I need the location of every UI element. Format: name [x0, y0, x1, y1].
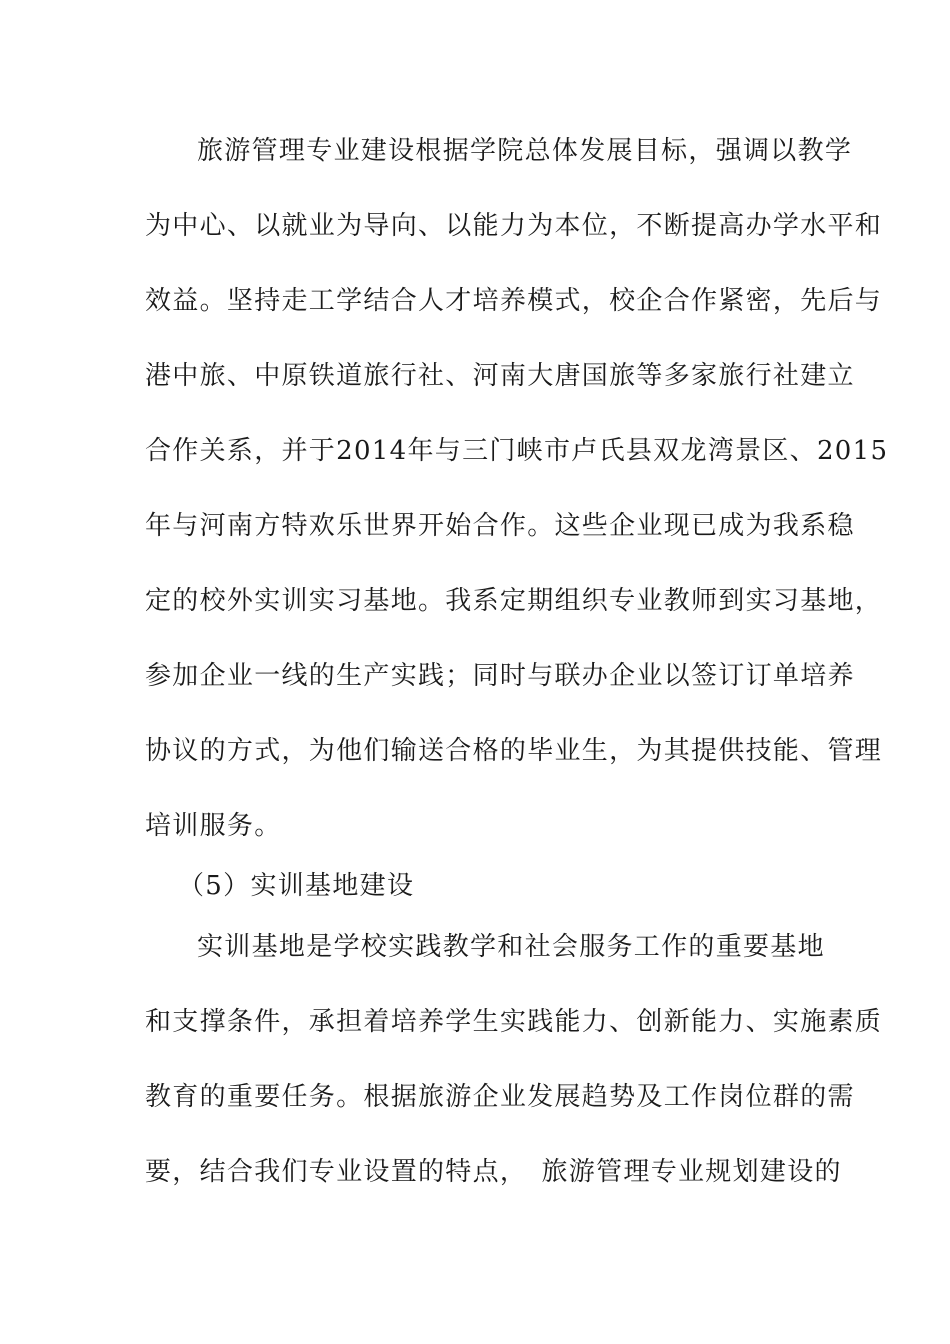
paragraph-1-line-9: 协议的方式，为他们输送合格的毕业生，为其提供技能、管理 [145, 736, 883, 766]
paragraph-1-line-5: 合作关系，并于2014年与三门峡市卢氏县双龙湾景区、2015 [145, 436, 889, 466]
paragraph-1-line-4: 港中旅、中原铁道旅行社、河南大唐国旅等多家旅行社建立 [145, 361, 855, 391]
paragraph-1-line-8: 参加企业一线的生产实践；同时与联办企业以签订订单培养 [145, 661, 855, 691]
paragraph-1-line-6: 年与河南方特欢乐世界开始合作。这些企业现已成为我系稳 [145, 511, 855, 541]
paragraph-1-line-10: 培训服务。 [145, 811, 282, 841]
paragraph-2-line-4: 要，结合我们专业设置的特点， 旅游管理专业规划建设的 [145, 1157, 842, 1187]
paragraph-1-line-1: 旅游管理专业建设根据学院总体发展目标，强调以教学 [197, 136, 853, 166]
paragraph-2-line-1: 实训基地是学校实践教学和社会服务工作的重要基地 [197, 932, 825, 962]
paragraph-2-line-3: 教育的重要任务。根据旅游企业发展趋势及工作岗位群的需 [145, 1082, 855, 1112]
paragraph-1-line-3: 效益。坚持走工学结合人才培养模式，校企合作紧密，先后与 [145, 286, 883, 316]
paragraph-1-line-2: 为中心、以就业为导向、以能力为本位，不断提高办学水平和 [145, 211, 883, 241]
section-heading: （5）实训基地建设 [178, 871, 415, 901]
paragraph-2-line-2: 和支撑条件，承担着培养学生实践能力、创新能力、实施素质 [145, 1007, 883, 1037]
paragraph-1-line-7: 定的校外实训实习基地。我系定期组织专业教师到实习基地， [145, 586, 883, 616]
